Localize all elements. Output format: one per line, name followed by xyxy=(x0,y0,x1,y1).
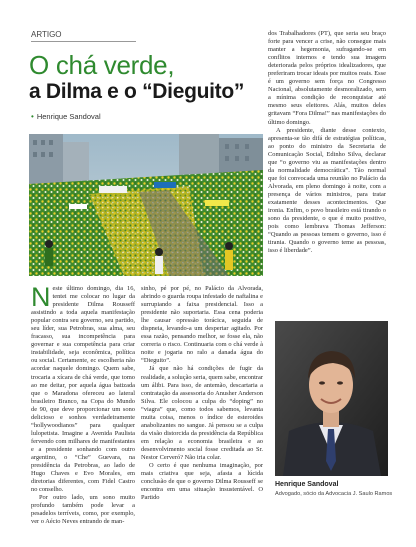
byline-author: Henrique Sandoval xyxy=(36,112,101,121)
caption-name: Henrique Sandoval xyxy=(275,481,339,488)
paragraph: Por outro lado, um sono muito profundo também pode levar a pesadelos terríveis, como, por exemplo, ver o Aécio Neves entrando de man- xyxy=(31,494,135,526)
title-line-1: O chá verde, xyxy=(29,50,175,80)
paragraph: A presidente, diante desse contexto, apresenta-se tão difá de estratégias políticas, ao ponto do ministro da Secretaria de Comunicação Social, Edinho Silva, declarar que “o governo viu as manifestações dentro da normalidade democrática”. Tão normal que foi convocada uma reunião no Palácio da Alvorada, em pleno domingo à noite, com a presença de vários ministros, para tratar exatamente desses acontecimentos. Que ironia. Enfim, o povo brasileiro está tirando o sono da presidente, o que é muito positivo, pois como lembrava Thomas Jefferson: “Quando as pessoas temem o governo, isso é tirania. Quando o governo teme as pessoas, isso é liberdade”. xyxy=(268,126,386,255)
drop-cap: N xyxy=(31,282,51,312)
paragraph: O certo é que nenhuma imaginação, por mais criativa que seja, afasta a lúcida conclusão de que o governo Dilma Rousseff se encontra em uma situação insustentável. O Partido xyxy=(141,462,263,502)
paragraph: sinho, pé por pé, no Palácio da Alvorada, abrindo o guarda roupa infestado de naftalina e surrupiando a faixa presidencial. Isso a presidente não suportaria. Essa cena poderia lhe causar opressão torácica, seguida de dispneia, levando-a um despertar agitado. Por essa razão, pensando melhor, se fosse ela, não correria o risco. Continuaria com o chá verde à noite e jogaria no ralo a danada água do “Dieguito”. xyxy=(141,285,263,365)
protest-crowd-photo xyxy=(29,134,263,276)
article-column-1 xyxy=(31,282,135,526)
paragraph xyxy=(31,282,135,494)
section-label: ARTIGO xyxy=(31,30,136,42)
paragraph: Já que não há condições de fugir da realidade, a solução seria, quem sabe, encontrar um álibi. Para isso, de antemão, descartaria a contratação da assessoria do Anusher Anderson Silva. Ele colocou a culpa do “doping” no “viagra” que, como todos sabemos, levanta muita coisa, menos o índice de esteroides anabolizantes no sangue. Já pensou se a culpa da visão distorcida da presidência da República em relação a economia brasileira e ao desenvolvimento social fosse creditada ao Sr. Nestor Cerveró? Não iria colar. xyxy=(141,365,263,461)
author-portrait xyxy=(275,321,388,476)
paragraph-text: este último domingo, dia 16, tentei me colocar no lugar da presidente Dilma Rousseff assistindo a toda aquela manifestação popular contra seu governo, seu partido, seu líder, sua Petrobras, sua alma, seu fracasso, sua incompetência para governar e sua competência para criar instabilidade, seja econômica, política ou social. Certamente, ec escolheria não acordar naquele domingo. Quem sabe, trocaria a xícara de chá verde, que tomo ao me deitar, por aquela água batizada que o Maradona ofereceu ao lateral brasileiro Branco, na Copa do Mundo de 90, que deve proporcionar um sono delicioso e sonhos verdadeiramente “hollywoodianos” para qualquer lulopetista. Imagine a Avenida Paulista fervendo com milhares de manifestantes e a presidente sonhando com outro argentino, o “Che” Guevara, na presidência da Petrobras, ao lado de Hugo Chaves e Evo Morales, em diretorias diferentes, com Fidel Castro no conselho. xyxy=(31,285,135,494)
byline xyxy=(31,112,101,121)
caption-role: Advogado, sócio da Advocacia J. Saulo Ramos xyxy=(275,491,393,497)
article-column-2 xyxy=(141,285,263,513)
title-line-2: a Dilma e o “Dieguito” xyxy=(29,80,245,103)
paragraph: dos Trabalhadores (PT), que seria seu braço forte para vencer a crise, não consegue mais manter a hegemonia, sufragando-se em conflitos internos e tendo sua imagem deteriorada pelos próprios idealizadores, que preferiram trocar ideais por muitos reais. Esse é um governo sem força no Congresso Nacional, absolutamente desmoralizado, sem a mínima condição de reconquistar até mesmo seus eleitores. Alás, muitos deles gritavam “Fora Dilma!” nas manifestações do último domingo. xyxy=(268,30,386,126)
article-column-3 xyxy=(268,30,386,318)
bullet-icon: • xyxy=(31,112,34,121)
